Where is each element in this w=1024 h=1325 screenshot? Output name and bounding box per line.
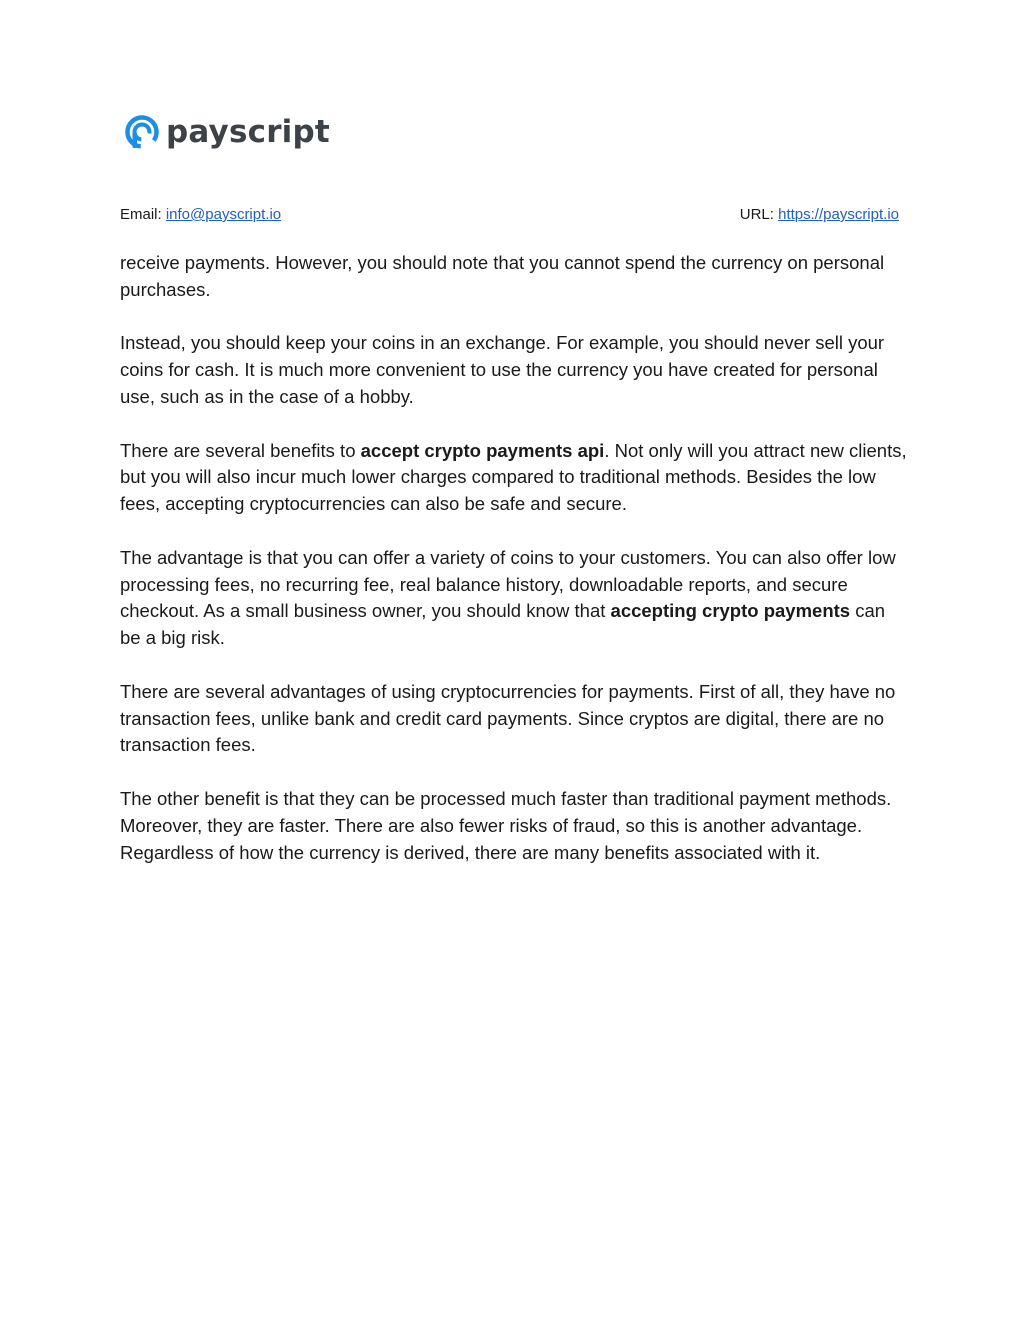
url-label: URL: (739, 206, 779, 223)
paragraph-3-rest: . Not only will you attract new clients, but you will also incur much lower charges compared to traditional methods. Besides the low fees, accepting cryptocurrencies can also be safe and secure. (120, 439, 907, 515)
url-line (740, 205, 899, 225)
paragraph-4 (120, 545, 910, 652)
paragraph-5: There are several advantages of using cryptocurrencies for payments. First of all, they have no transaction fees, unlike bank and credit card payments. Since cryptos are digital, there are no transaction fees. (120, 680, 896, 756)
paragraph-2: Instead, you should keep your coins in an exchange. For example, you should never sell your coins for cash. It is much more convenient to use the currency you have created for personal use, such as in the case of a hobby. (120, 332, 885, 407)
email-line (120, 205, 281, 225)
email-link[interactable]: info@payscript.io (165, 206, 282, 223)
keyword-accepting-crypto-payments: accepting crypto payments (610, 600, 851, 622)
paragraph-4-rest: can be a big risk. (120, 600, 886, 649)
website-link[interactable]: https://payscript.io (778, 206, 899, 223)
article-body (120, 250, 910, 893)
paragraph-1: receive payments. However, you should note that you cannot spend the currency on personal purchases. (120, 252, 885, 300)
paragraph-3-lead: There are several benefits to (120, 439, 361, 461)
logo-wordmark: payscript (166, 114, 330, 150)
paragraph-4-lead: The advantage is that you can offer a variety of coins to your customers. You can also offer low processing fees, no recurring fee, real balance history, downloadable reports, and secure checkout. As a small business owner, you should know that (120, 546, 896, 622)
paragraph-6: The other benefit is that they can be processed much faster than traditional payment methods. Moreover, they are faster. There are also fewer risks of fraud, so this is another advantage. Regardless of how the currency is derived, there are many benefits associated with it. (120, 787, 892, 863)
paragraph-3 (120, 438, 910, 518)
payscript-signal-p-icon (124, 114, 160, 150)
keyword-accept-crypto-payments-api: accept crypto payments api (360, 439, 605, 461)
email-label: Email: (120, 206, 166, 223)
payscript-logo (124, 112, 330, 152)
